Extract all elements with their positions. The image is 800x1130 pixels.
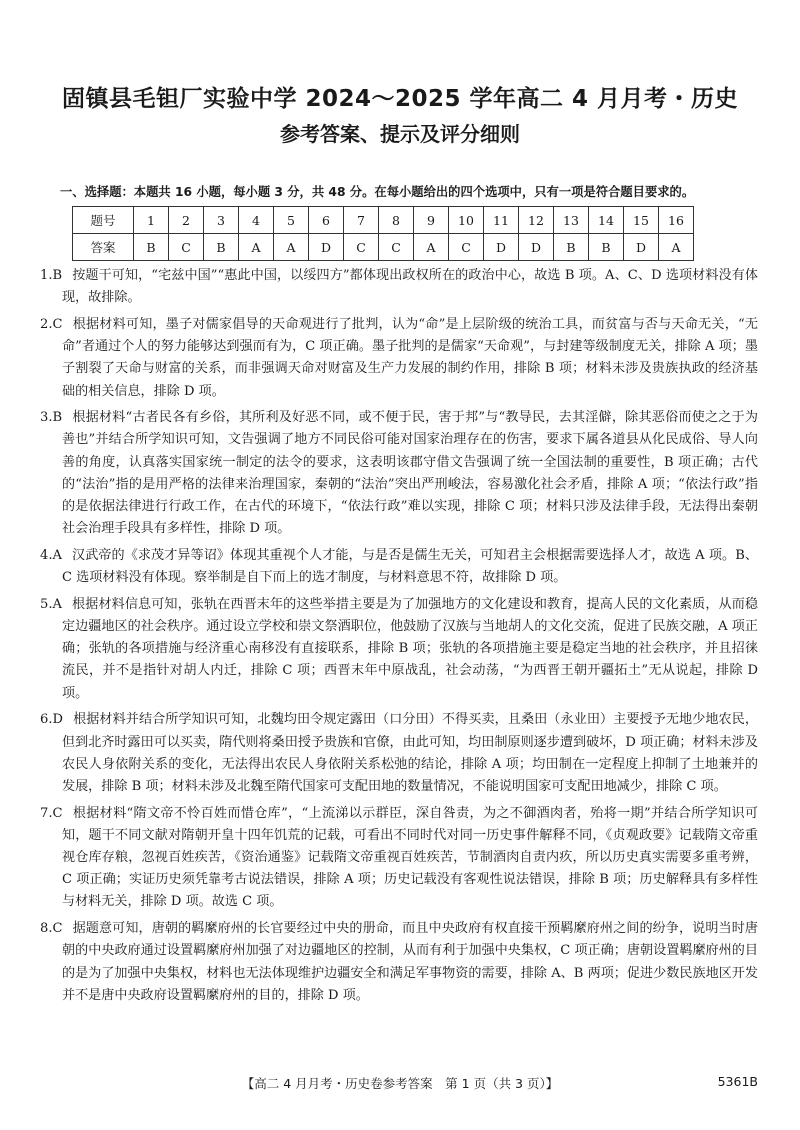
explanation-item — [40, 265, 758, 309]
item-number: 5.A — [40, 596, 62, 612]
explanation-item — [40, 314, 758, 403]
item-text: 根据材料“古者民各有乡俗，其所利及好恶不同，或不便于民，害于邦”与“教导民，去其淫僻，除其恶俗而使之之于为善也”并结合所学知识可知，文告强调了地方不同民俗可能对国家治理存在的伤害，要求下属各道县从化民成俗、导人向善的角度，认真落实国家统一制定的法令的要求，这表明该郡守借文告强调了统一全国法制的重要性，B 项正确；古代的“法治”指的是用严格的法律来治理国家，秦朝的“法治”突出严刑峻法，容易激化社会矛盾，排除 A 项；“依法行政”指的是依据法律进行行政工作，在古代的环境下，“依法行政”难以实现，排除 C 项；材料只涉及法律手段，无法得出秦朝社会治理手段具有多样性，排除 D 项。 — [62, 410, 758, 537]
explanation-item — [40, 545, 758, 589]
answer-cell: B — [554, 234, 589, 261]
answer-cell: C — [449, 234, 484, 261]
answer-table-row-label: 答案 — [73, 234, 134, 261]
question-number-cell: 5 — [274, 207, 309, 234]
item-number: 7.C — [40, 805, 63, 821]
item-text: 据题意可知，唐朝的羁縻府州的长官要经过中央的册命，而且中央政府有权直接干预羁縻府州之间的纷争，说明当时唐朝的中央政府通过设置羁縻府州加强了对边疆地区的控制，从而有利于加强中央集权，C 项正确；唐朝设置羁縻府州的目的是为了加强中央集权，材料也无法体现维护边疆安全和满足军事物资的需要，排除 A、B 两项；促进少数民族地区开发并不是唐中央政府设置羁縻府州的目的，排除 D 项。 — [62, 921, 758, 1003]
explanation-item — [40, 709, 758, 798]
answer-cell: D — [484, 234, 519, 261]
answer-cell: B — [204, 234, 239, 261]
question-number-cell: 13 — [554, 207, 589, 234]
question-number-cell: 16 — [659, 207, 694, 234]
answer-cell: B — [134, 234, 169, 261]
document-code: 5361B — [717, 1074, 758, 1089]
item-text: 根据材料可知，墨子对儒家倡导的天命观进行了批判，认为“命”是上层阶级的统治工具，而贫富与否与天命无关，“无命”者通过个人的努力能够达到强而有为，C 项正确。墨子批判的是儒家“天命观”，与封建等级制度无关，排除 A 项；墨子割裂了天命与财富的关系，而非强调天命对财富及生产力发展的制约作用，排除 B 项；材料未涉及贵族执政的经济基础的相关信息，排除 D 项。 — [62, 316, 758, 399]
answer-cell: A — [414, 234, 449, 261]
question-number-cell: 1 — [134, 207, 169, 234]
item-number: 6.D — [40, 712, 63, 728]
item-text: 根据材料“隋文帝不怜百姓而惜仓库”，“上流涕以示群臣，深自咎责，为之不御酒肉者，殆将一期”并结合所学知识可知，题干不同文献对隋朝开皇十四年饥荒的记载，可看出不同时代对同一历史事件解释不同，《贞观政要》记载隋文帝重视仓库存粮，忽视百姓疾苦，《资治通鉴》记载隋文帝重视百姓疾苦，节制酒肉自责内疚，所以历史真实需要多重考辨，C 项正确；实证历史须凭靠考古说法错误，排除 A 项；历史记载没有客观性说法错误，排除 B 项；历史解释具有多样性与材料无关，排除 D 项。故选 C 项。 — [62, 805, 758, 910]
question-number-cell: 11 — [484, 207, 519, 234]
item-number: 4.A — [40, 547, 62, 563]
answer-cell: C — [379, 234, 414, 261]
explanation-item — [40, 803, 758, 914]
answer-cell: C — [344, 234, 379, 261]
question-number-cell: 3 — [204, 207, 239, 234]
question-number-cell: 4 — [239, 207, 274, 234]
question-number-cell: 2 — [169, 207, 204, 234]
answer-cell: C — [169, 234, 204, 261]
question-number-cell: 10 — [449, 207, 484, 234]
page-footer: 【高二 4 月月考・历史卷参考答案 第 1 页（共 3 页）】 — [241, 1076, 559, 1091]
item-text: 根据材料并结合所学知识可知，北魏均田令规定露田（口分田）不得买卖，且桑田（永业田）主要授予无地少地农民，但到北齐时露田可以买卖，隋代则将桑田授予贵族和官僚，由此可知，均田制原则逐步遭到破坏，D 项正确；材料未涉及农民人身依附关系的变化，无法得出农民人身依附关系松弛的结论，排除 A 项；均田制在一定程度上抑制了土地兼并的发展，排除 B 项；材料未涉及北魏至隋代国家可支配田地的数量情况，不能说明国家可支配田地减少，排除 C 项。 — [62, 712, 758, 794]
explanation-item — [40, 407, 758, 540]
question-number-cell: 9 — [414, 207, 449, 234]
answer-table-answer-row — [73, 234, 694, 261]
item-text: 根据材料信息可知，张轨在西晋末年的这些举措主要是为了加强地方的文化建设和教育，提高人民的文化素质，从而稳定边疆地区的社会秩序。通过设立学校和崇文祭酒职位，他鼓励了汉族与当地胡人的文化交流，促进了民族交融，A 项正确；张轨的各项措施与经济重心南移没有直接联系，排除 B 项；张轨的各项措施主要是稳定当地的社会秩序，并且招徕流民，并不是指针对胡人内迁，排除 C 项；西晋末年中原战乱，社会动荡，“为西晋王朝开疆拓土”无从说起，排除 D 项。 — [62, 596, 758, 701]
answer-cell: D — [624, 234, 659, 261]
item-text: 汉武帝的《求茂才异等诏》体现其重视个人才能，与是否是儒生无关，可知君主会根据需要选择人才，故选 A 项。B、C 选项材料没有体现。察举制是自下而上的选才制度，与材料意思不符，故排除 D 项。 — [62, 547, 758, 586]
item-number: 2.C — [40, 316, 63, 332]
answer-table-number-row — [73, 207, 694, 234]
question-number-cell: 14 — [589, 207, 624, 234]
question-number-cell: 15 — [624, 207, 659, 234]
page-title: 固镇县毛钽厂实验中学 2024～2025 学年高二 4 月月考・历史 — [61, 86, 739, 112]
answer-cell: D — [519, 234, 554, 261]
explanation-item — [40, 594, 758, 705]
explanation-item — [40, 918, 758, 1007]
question-number-cell: 7 — [344, 207, 379, 234]
question-number-cell: 12 — [519, 207, 554, 234]
item-text: 按题干可知，“宅兹中国”“惠此中国，以绥四方”都体现出政权所在的政治中心，故选 B 项。A、C、D 选项材料没有体现，故排除。 — [62, 268, 758, 306]
question-number-cell: 8 — [379, 207, 414, 234]
answer-table-row-label: 题号 — [73, 207, 134, 234]
answer-cell: A — [274, 234, 309, 261]
answer-cell: B — [589, 234, 624, 261]
answer-table — [72, 206, 694, 261]
answer-cell: A — [659, 234, 694, 261]
answer-cell: D — [309, 234, 344, 261]
item-number: 3.B — [40, 410, 63, 426]
page-subtitle: 参考答案、提示及评分细则 — [280, 122, 520, 146]
section-heading: 一、选择题：本题共 16 小题，每小题 3 分，共 48 分。在每小题给出的四个选项中，只有一项是符合题目要求的。 — [60, 185, 695, 199]
question-number-cell: 6 — [309, 207, 344, 234]
item-number: 1.B — [40, 268, 63, 283]
item-number: 8.C — [40, 921, 63, 937]
answer-explanations — [40, 265, 758, 1012]
answer-cell: A — [239, 234, 274, 261]
